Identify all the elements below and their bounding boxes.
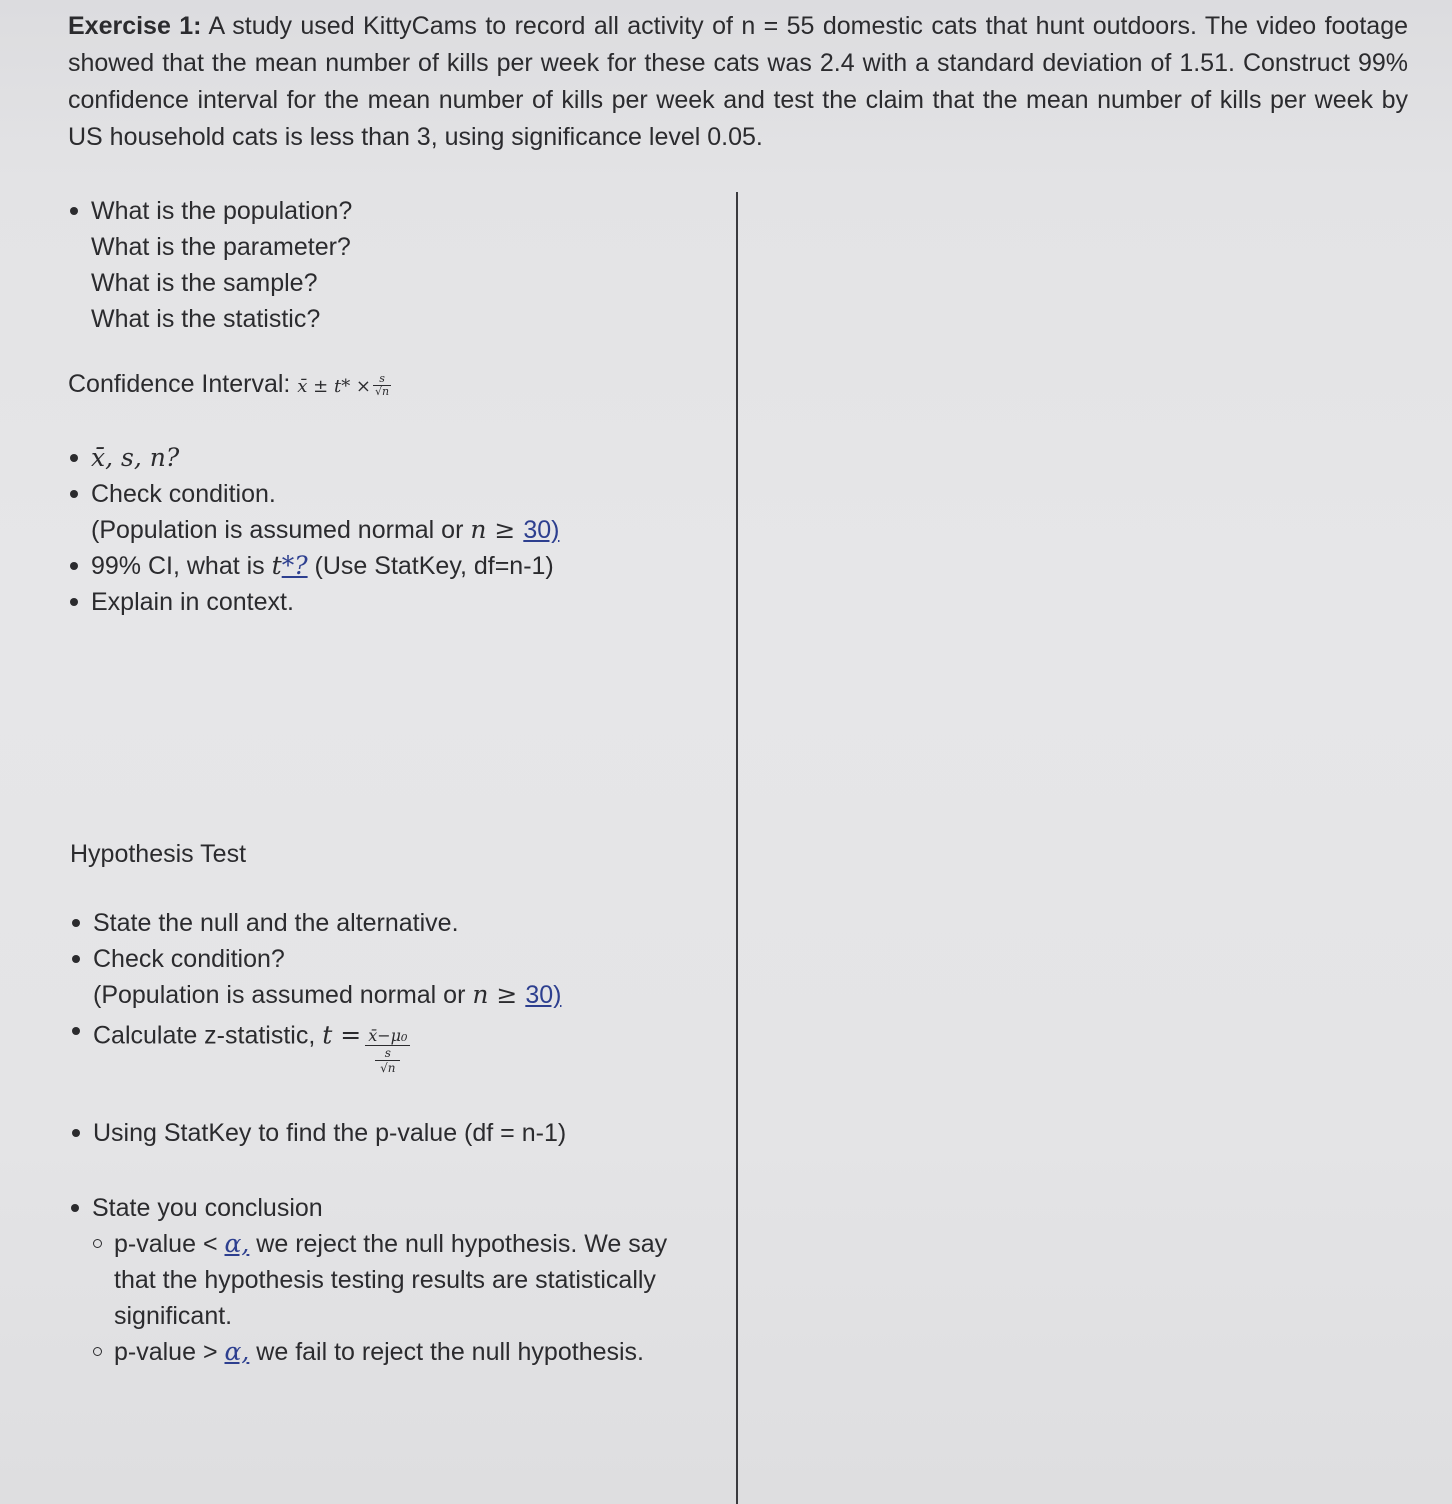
bullet-icon <box>71 1204 79 1212</box>
ci-steps <box>68 440 559 620</box>
ci-step-item: x̄, s, n? <box>68 440 559 476</box>
column-divider <box>736 192 738 1504</box>
bullet-icon <box>72 1027 80 1035</box>
circle-bullet-icon <box>93 1347 102 1356</box>
question-item: What is the statistic? <box>91 305 321 333</box>
condition-link[interactable]: 30) <box>523 516 560 544</box>
conclusion-reject-line: significant. <box>114 1302 233 1330</box>
question-item: What is the parameter? <box>91 233 351 261</box>
ci-condition: (Population is assumed normal or n ≥ 30) <box>91 515 560 544</box>
ht-heading: Hypothesis Test <box>70 840 247 868</box>
circle-bullet-icon <box>93 1239 102 1248</box>
ci-step-item: Explain in context. <box>68 584 559 620</box>
alpha-link[interactable]: α, <box>224 1337 250 1366</box>
ht-pvalue-step <box>70 1115 566 1151</box>
conclusion-fail: p-value > α, we fail to reject the null hypothesis. <box>69 1334 667 1370</box>
alpha-link[interactable]: α, <box>224 1229 250 1258</box>
ci-step-item: 99% CI, what is t*? (Use StatKey, df=n-1) <box>68 548 559 584</box>
ht-condition: (Population is assumed normal or n ≥ 30) <box>93 980 562 1009</box>
question-item: What is the sample? <box>91 269 318 297</box>
exercise-text: A study used KittyCams to record all activity of n = 55 domestic cats that hunt outdoors. The video footage showed that the mean number of kills per week for these cats was 2.4 with a standard deviation of 1.51. Construct 99% confidence interval for the mean number of kills per week and test the claim that the mean number of kills per week by US household cats is less than 3, using significance level 0.05. <box>68 12 1408 151</box>
ht-conclusion <box>69 1190 667 1370</box>
ht-step-item: Check condition? <box>70 941 561 977</box>
exercise-prompt <box>68 8 1408 156</box>
bullet-icon <box>72 919 80 927</box>
ci-step-item: Check condition. <box>68 476 559 512</box>
questions-block <box>68 193 352 337</box>
ht-step-item: State you conclusion <box>69 1190 667 1226</box>
conclusion-reject: p-value < α, we reject the null hypothesis. We say <box>69 1226 667 1262</box>
ht-step-item: Using StatKey to find the p-value (df = n-1) <box>70 1115 566 1151</box>
bullet-icon <box>72 955 80 963</box>
ci-fraction: $\frac{s}{√n}$ <box>375 371 390 398</box>
t-star-link[interactable]: *? <box>281 551 308 580</box>
question-item: What is the population? <box>68 193 352 229</box>
t-statistic-fraction: x̄−μ₀ s √n <box>365 1027 410 1075</box>
ht-steps <box>70 905 562 1075</box>
bullet-icon <box>70 598 78 606</box>
ht-step-item: State the null and the alternative. <box>70 905 561 941</box>
ht-step-item: Calculate z-statistic, t = x̄−μ₀ s √n <box>70 1013 561 1061</box>
condition-link[interactable]: 30) <box>525 981 562 1009</box>
conclusion-reject-line: that the hypothesis testing results are statistically <box>114 1266 656 1294</box>
bullet-icon <box>70 207 78 215</box>
ci-formula-line <box>68 366 391 405</box>
ci-formula: x̄ ± t* × <box>297 376 372 397</box>
bullet-icon <box>70 562 78 570</box>
bullet-icon <box>70 454 78 462</box>
ci-label: Confidence Interval: <box>68 370 298 398</box>
bullet-icon <box>70 490 78 498</box>
exercise-label: Exercise 1: <box>68 12 202 40</box>
bullet-icon <box>72 1129 80 1137</box>
